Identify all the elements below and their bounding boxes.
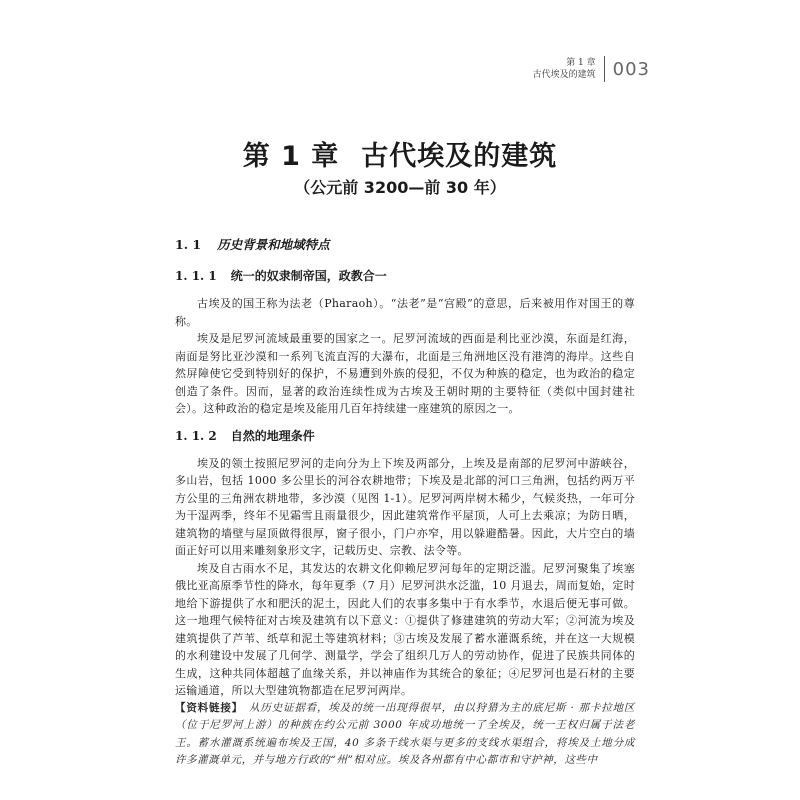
subsection-number: 1. 1. 1 (175, 269, 217, 283)
subsection-number: 1. 1. 2 (175, 428, 217, 443)
paragraph: 古埃及的国王称为法老（Pharaoh）。“法老”是“宫殿”的意思，后来被用作对国王的尊称。 (175, 297, 635, 328)
page-content (175, 236, 635, 770)
chapter-title-text: 古代埃及的建筑 (361, 141, 558, 172)
running-head (533, 56, 650, 82)
chapter-subtitle: （公元前 3200—前 30 年） (294, 178, 506, 197)
subsection-heading-1-1-2 (175, 428, 635, 445)
running-head-divider (604, 56, 605, 82)
section-number: 1. 1 (175, 237, 202, 252)
running-head-title: 古代埃及的建筑 (532, 70, 596, 80)
chapter-number: 第 1 章 (242, 141, 340, 172)
paragraph: 埃及的领土按照尼罗河的走向分为上下埃及两部分，上埃及是南部的尼罗河中游峡谷，多山岩，包括 1000 多公里长的河谷农耕地带；下埃及是北部的河口三角洲，包括约两万平方公里的三角洲农耕地带，多沙漠（见图 1-1）。尼罗河两岸树木稀少，气候炎热，一年可分为干湿两季，终年不见霜雪且雨量很少，因此建筑常作平屋顶，人可上去乘凉；为防日晒，建筑物的墙壁与屋顶做得很厚，窗子很小，门户亦窄，用以躲避酷暑。因此，大片空白的墙面正好可以用来雕刻象形文字，记载历史、宗教、法令等。 (175, 456, 635, 557)
subsection-heading-1-1-1 (175, 268, 635, 285)
running-head-text (533, 57, 596, 81)
resource-link-label: 【资料链接】 (175, 701, 243, 714)
subsection-title: 统一的奴隶制帝国，政教合一 (230, 269, 387, 283)
subsection-title: 自然的地理条件 (230, 428, 315, 443)
running-head-chapter: 第 1 章 (566, 58, 596, 68)
section-heading-1-1 (175, 236, 635, 254)
resource-link-text: 从历史证据看，埃及的统一出现得很早，由以狩猎为主的底尼斯 · 那卡拉地区（位于尼罗河上游）的种族在约公元前 3000 年成功地统一了全埃及，统一王权归属于法老王。蓄水灌溉系统遍布埃及王国，40 多条干线水渠与更多的支线水渠组合，将埃及土地分成许多灌溉单元，并与地方行政的“州”相对应。埃及各州都有中心都市和守护神，这些中 (175, 701, 635, 766)
paragraph: 埃及自古雨水不足，其发达的农耕文化仰赖尼罗河每年的定期泛滥。尼罗河聚集了埃塞俄比亚高原季节性的降水，每年夏季（7 月）尼罗河洪水泛滥，10 月退去，周而复始，定时地给下游提供了水和肥沃的泥土，因此人们的农事多集中于有水季节，水退后便无事可做。这一地理气候特征对古埃及建筑有以下意义：①提供了修建建筑的劳动大军；②河流为埃及建筑提供了芦苇、纸草和泥土等建筑材料；③古埃及发展了蓄水灌溉系统，并在这一大规模的水利建设中发展了几何学、测量学，学会了组织几万人的劳动协作，促进了民族共同体的生成，这种共同体超越了血缘关系，并以神庙作为其统合的象征；④尼罗河也是石材的主要运输通道，所以大型建筑物都造在尼罗河两岸。 (175, 561, 635, 697)
section-title: 历史背景和地域特点 (217, 237, 330, 252)
chapter-title (0, 134, 800, 173)
paragraph: 埃及是尼罗河流域最重要的国家之一。尼罗河流域的西面是利比亚沙漠，东面是红海，南面是努比亚沙漠和一系列飞流直泻的大瀑布，北面是三角洲地区没有港湾的海岸。这些自然屏障使它受到特别好的保护，不易遭到外族的侵犯，不仅为种族的稳定，也为政治的稳定创造了条件。因而，显著的政治连续性成为古埃及王朝时期的主要特征（类似中国封建社会）。这种政治的稳定是埃及能用几百年持续建一座建筑的原因之一。 (175, 332, 635, 415)
resource-link-note (175, 700, 635, 770)
page-number: 003 (612, 58, 650, 80)
